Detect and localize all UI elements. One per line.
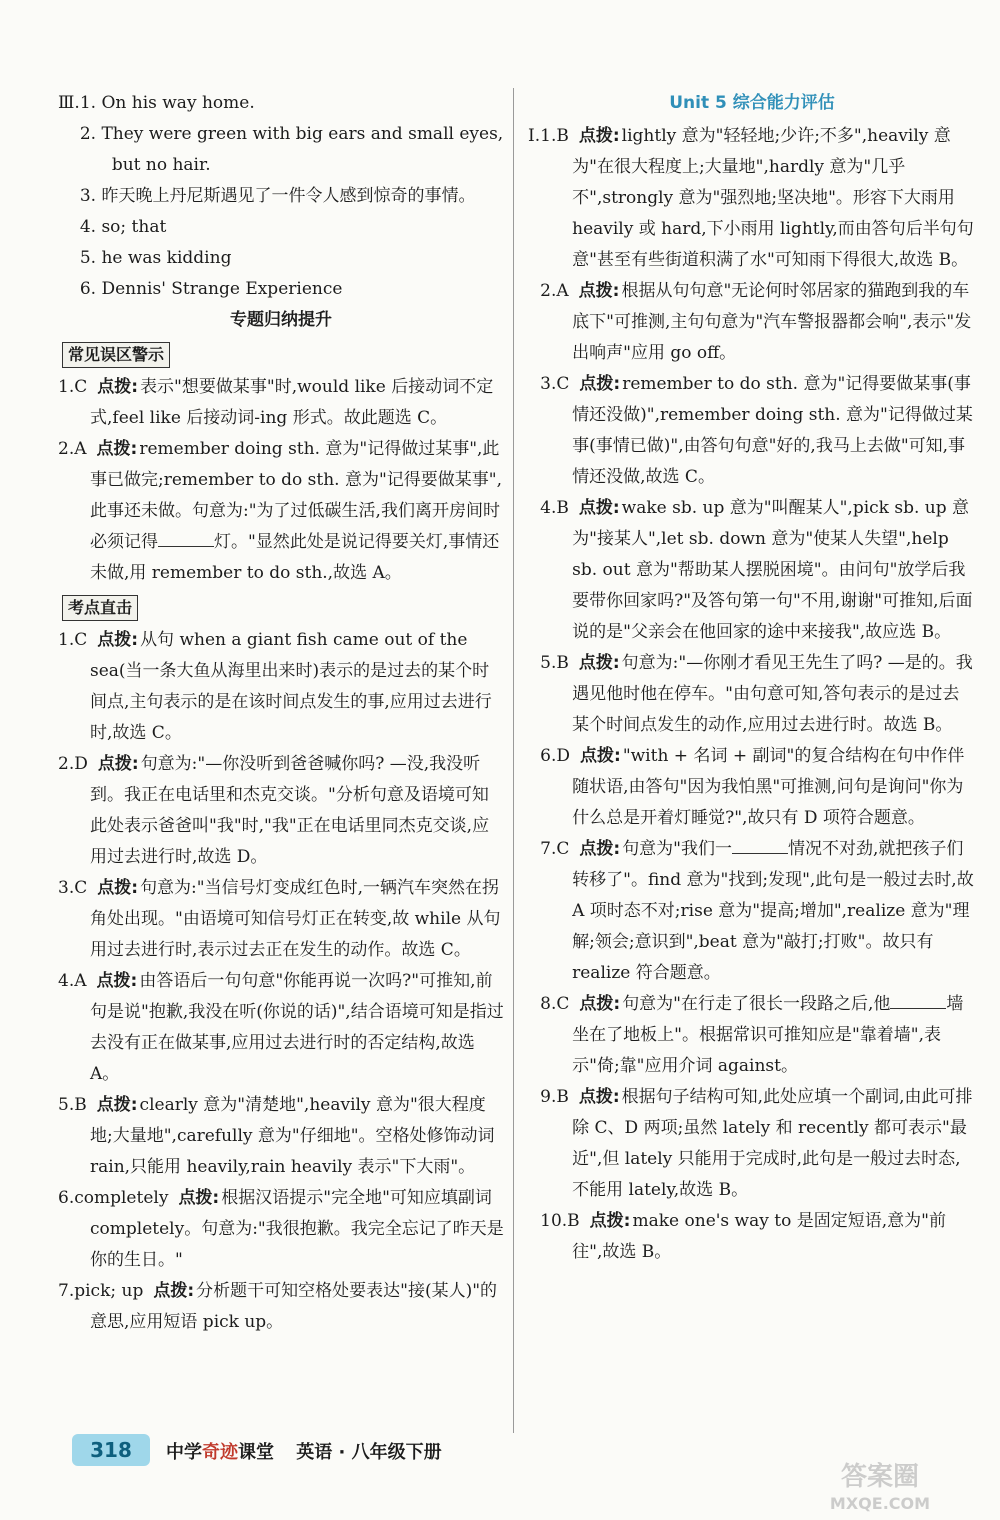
list-item: 1.C 点拨: 从句 when a giant fish came out of the sea(当一条大鱼从海里出来时)表示的是过去的某个时间点,主句表示的是在该时间点发生的事,应用过去进行时,故选 C。 [58,630,492,743]
list-item: 3.C 点拨: 句意为:"当信号灯变成红色时,一辆汽车突然在拐角处出现。"由语境可知信号灯正在转变,故 while 从句用过去进行时,表示过去正在发生的动作。故选 C。 [58,878,501,960]
answer-blank [158,545,214,547]
list-item: 7.pick; up 点拨: 分析题干可知空格处要表达"接(某人)"的意思,应用短语 pick up。 [58,1281,498,1332]
list-item: 6.D 点拨: "with + 名词 + 副词"的复合结构在句中作伴随状语,由答句"因为我怕黑"可推测,问句是询问"你为什么总是开着灯睡觉?",故只有 D 项符合题意。 [540,746,965,828]
list-item: 1.B 点拨: lightly 意为"轻轻地;少许;不多",heavily 意为"在很大程度上;大量地",hardly 意为"几乎不",strongly 意为"强烈地;坚决地"。形容下大雨用 heavily 或 hard,下小雨用 lightly,而由答句后半句句意"甚至有些街道积满了水"可知雨下得很大,故选 B。 [540,126,974,270]
book-title: 中学奇迹课堂 英语 · 八年级下册 [166,1442,442,1463]
section-3-list [80,88,504,305]
section-1-list [540,121,976,1268]
list-item: 2.A 点拨: remember doing sth. 意为"记得做过某事",此事已做完;remember to do sth. 意为"记得要做某事",此事还未做。句意为:"为了过低碳生活,我们离开房间时必须记得 灯。"显然此处是说记得要关灯,事情还未做,用 remember to do sth.,故选 A。 [58,439,503,583]
site-watermark-logo [780,1455,980,1515]
list-item: 3.C 点拨: remember to do sth. 意为"记得要做某事(事情还没做)",remember doing sth. 意为"记得做过某事(事情已做)",由答句句意"好的,我马上去做"可知,事情还没做,故选 C。 [540,374,973,487]
list-item: 1.C 点拨: 表示"想要做某事"时,would like 后接动词不定式,feel like 后接动词-ing 形式。故此题选 C。 [58,377,494,428]
section-3-roman: Ⅲ. [58,93,80,113]
list-item: 7.C 点拨: 句意为"我们一 情况不对劲,就把孩子们转移了"。find 意为"找到;发现",此句是一般过去时,故 A 项时态不对;rise 意为"提高;增加",realize 意为"理解;领会;意识到",beat 意为"敲打;打败"。故只有 realize 符合题意。 [540,839,974,983]
list-item: 8.C 点拨: 句意为"在行走了很长一段路之后,他 墙坐在了地板上"。根据常识可推知应是"靠着墙",表示"倚;靠"应用介词 against。 [540,994,964,1076]
list-item: 6. Dennis' Strange Experience [79,279,343,299]
list-item: 4.B 点拨: wake sb. up 意为"叫醒某人",pick sb. up 意为"接某人",let sb. down 意为"使某人失望",help sb. out 意为"帮助某人摆脱困境"。由问句"放学后我要带你回家吗?"及答句第一句"不用,谢谢"可推知,后面说的是"父亲会在他回家的途中来接我",故应选 B。 [540,498,973,642]
watermark-text-bottom: MXQE.COM [829,1494,931,1513]
list-item: 4. so; that [79,217,167,237]
answer-blank [732,852,788,854]
list-item: 2.A 点拨: 根据从句句意"无论何时邻居家的猫跑到我的车底下"可推测,主句句意为"汽车警报器都会响",表示"发出响声"应用 go off。 [540,281,972,363]
list-item: 3. 昨天晚上丹尼斯遇见了一件令人感到惊奇的事情。 [79,186,476,206]
left-column [58,88,504,1338]
list-item: 1. On his way home. [79,93,255,113]
unit-title: Unit 5 综合能力评估 [669,93,835,113]
page-number: 318 [72,1434,150,1466]
section-3 [58,88,504,305]
list-item: 6.completely 点拨: 根据汉语提示"完全地"可知应填副词 completely。句意为:"我很抱歉。我完全忘记了昨天是你的生日。" [58,1188,504,1270]
right-column [528,88,976,1268]
list-item: 10.B 点拨: make one's way to 是固定短语,意为"前往",故选 B。 [540,1211,946,1262]
list-item: 2. They were green with big ears and small eyes, but no hair. [79,124,504,175]
list-item: 5. he was kidding [79,248,232,268]
section-1 [528,121,976,1268]
list-item: 2.D 点拨: 句意为:"—你没听到爸爸喊你吗? —没,我没听到。我正在电话里和杰克交谈。"分析句意及语境可知此处表示爸爸叫"我"时,"我"正在电话里同杰克交谈,应用过去进行时,故选 D。 [58,754,490,867]
watermark-text-top: 答案圈 [840,1462,920,1492]
answer-blank [890,1007,946,1009]
section-1-roman: Ⅰ. [528,126,541,146]
list-item: 5.B 点拨: 句意为:"—你刚才看见王先生了吗? —是的。我遇见他时他在停车。"由句意可知,答句表示的是过去某个时间点发生的动作,应用过去进行时。故选 B。 [540,653,973,735]
list-item: 9.B 点拨: 根据句子结构可知,此处应填一个副词,由此可排除 C、D 两项;虽然 lately 和 recently 都可表示"最近",但 lately 只能用于完成时,此句是一般过去时态,不能用 lately,故选 B。 [540,1087,973,1200]
section-tag-points: 考点直击 [62,595,138,621]
section-tag-mistakes: 常见误区警示 [62,342,170,368]
summary-title: 专题归纳提升 [230,310,332,330]
column-divider [513,88,514,1433]
list-item: 4.A 点拨: 由答语后一句句意"你能再说一次吗?"可推知,前句是说"抱歉,我没在听(你说的话)",结合语境可知是指过去没有正在做某事,应用过去进行时的否定结构,故选 A。 [58,971,504,1084]
list-item: 5.B 点拨: clearly 意为"清楚地",heavily 意为"很大程度地;大量地",carefully 意为"仔细地"。空格处修饰动词 rain,只能用 heavily,rain heavily 表示"下大雨"。 [58,1095,495,1177]
